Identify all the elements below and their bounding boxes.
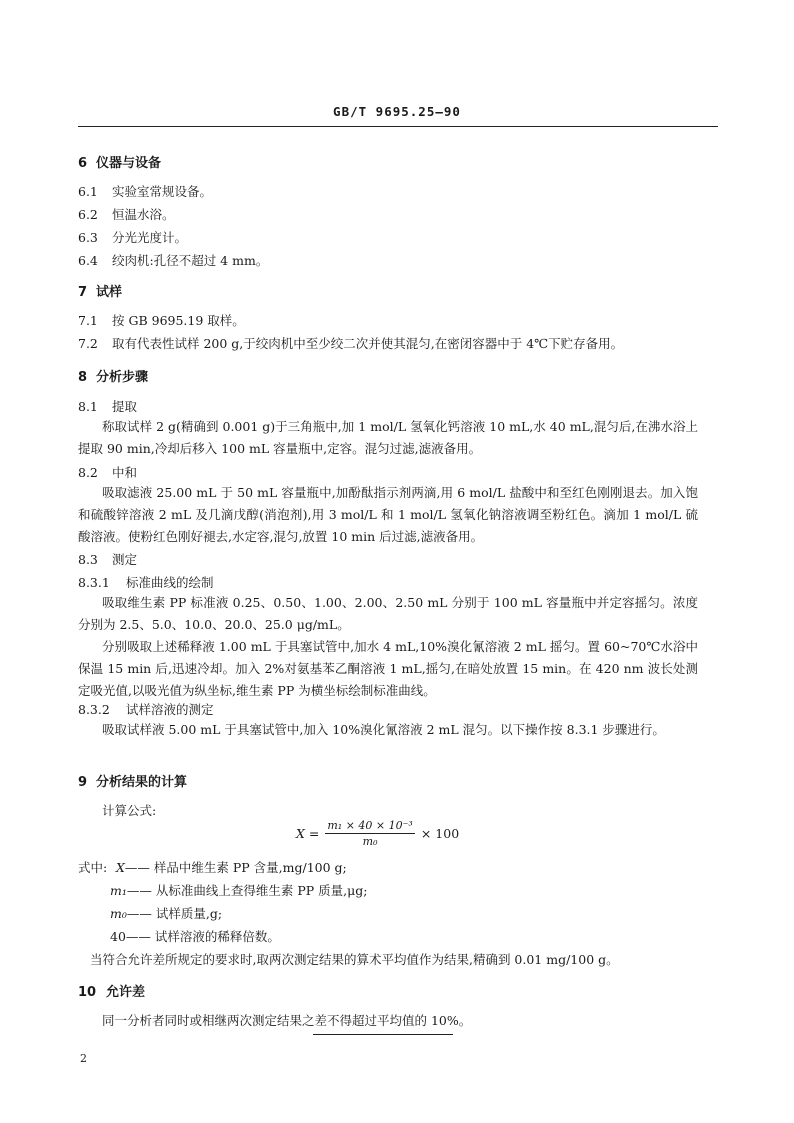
item-6-1 — [78, 182, 212, 200]
where-label: 式中: — [78, 860, 108, 875]
section-title: 允许差 — [106, 985, 146, 1000]
section-title: 试样 — [96, 285, 123, 300]
header-rule — [78, 126, 718, 127]
item-number: 8.3.2 — [78, 702, 110, 717]
item-text: 分光光度计。 — [112, 230, 188, 245]
item-number: 6.3 — [78, 230, 98, 245]
item-text: 恒温水浴。 — [112, 207, 175, 222]
item-title: 提取 — [112, 399, 138, 414]
item-title: 测定 — [112, 552, 138, 567]
section-title: 分析步骤 — [96, 370, 149, 385]
paragraph-8-1: 称取试样 2 g(精确到 0.001 g)于三角瓶中,加 1 mol/L 氢氧化钙溶液 10 mL,水 40 mL,混匀后,在沸水浴上提取 90 min,冷却后移入 100 mL 容量瓶中,定容。混匀过滤,滤液备用。 — [78, 419, 698, 456]
definition-text: —— 试样溶液的稀释倍数。 — [125, 929, 280, 944]
subsection-8-2-heading — [78, 463, 137, 481]
definition-text: —— 样品中维生素 PP 含量,mg/100 g; — [124, 860, 347, 875]
section-6-heading — [78, 152, 161, 171]
section-8-heading — [78, 366, 148, 385]
item-7-2 — [78, 334, 623, 352]
section-number: 8 — [78, 370, 88, 385]
item-number: 6.2 — [78, 207, 98, 222]
subsection-8-3-1-heading — [78, 573, 214, 591]
definition-text: —— 从标准曲线上查得维生素 PP 质量,μg; — [126, 883, 368, 898]
paragraph-8-3-1-b: 分别吸取上述稀释液 1.00 mL 于具塞试管中,加水 4 mL,10%溴化氰溶液 2 mL 摇匀。置 60~70℃水浴中保温 15 min 后,迅速冷却。加入 2%对氨基苯乙酮溶液 1 mL,摇匀,在暗处放置 15 min。在 420 nm 波长处测定吸光值,以吸光值为纵坐标,维生素 PP 为横坐标绘制标准曲线。 — [78, 639, 698, 698]
item-number: 8.2 — [78, 465, 98, 480]
paragraph-8-3-2: 吸取试样液 5.00 mL 于具塞试管中,加入 10%溴化氰溶液 2 mL 混匀。以下操作按 8.3.1 步骤进行。 — [102, 722, 665, 737]
item-number: 6.1 — [78, 184, 98, 199]
item-number: 8.3.1 — [78, 575, 110, 590]
item-title: 标准曲线的绘制 — [126, 575, 214, 590]
tolerance-text: 同一分析者同时或相继两次测定结果之差不得超过平均值的 10%。 — [102, 1013, 472, 1028]
definition-symbol: 40 — [110, 929, 126, 944]
section-title: 分析结果的计算 — [96, 775, 188, 790]
formula-intro: 计算公式: — [102, 803, 157, 818]
section-number: 6 — [78, 156, 88, 171]
end-rule — [313, 1034, 453, 1035]
item-number: 7.1 — [78, 313, 98, 328]
definition-symbol: m₀ — [110, 906, 127, 921]
section-9-heading — [78, 771, 187, 790]
calculation-formula — [296, 816, 459, 850]
definition-x — [116, 858, 347, 876]
item-6-3 — [78, 228, 187, 246]
item-text: 实验室常规设备。 — [112, 184, 213, 199]
section-number: 9 — [78, 775, 88, 790]
item-text: 绞肉机:孔径不超过 4 mm。 — [112, 253, 269, 268]
formula-numerator: m₁ × 40 × 10⁻³ — [327, 818, 413, 832]
item-6-2 — [78, 205, 175, 223]
section-title: 仪器与设备 — [96, 156, 162, 171]
definition-40 — [110, 927, 280, 945]
formula-fraction — [325, 818, 414, 849]
item-text: 按 GB 9695.19 取样。 — [112, 313, 245, 328]
formula-lhs: X = — [296, 825, 320, 841]
item-7-1 — [78, 311, 245, 329]
paragraph-8-3-1-a: 吸取维生素 PP 标准液 0.25、0.50、1.00、2.00、2.50 mL 分别于 100 mL 容量瓶中并定容摇匀。浓度分别为 2.5、5.0、10.0、20.0、25.0 μg/mL。 — [78, 595, 698, 632]
section-number: 10 — [78, 985, 97, 1000]
formula-denominator: m₀ — [362, 834, 378, 848]
paragraph-8-2: 吸取滤液 25.00 mL 于 50 mL 容量瓶中,加酚酞指示剂两滴,用 6 mol/L 盐酸中和至红色刚刚退去。加入饱和硫酸锌溶液 2 mL 及几滴戊醇(消泡剂),用 3 mol/L 和 1 mol/L 氢氧化钠溶液调至粉红色。滴加 1 mol/L 硫酸溶液。使粉红色刚好褪去,水定容,混匀,放置 10 min 后过滤,滤液备用。 — [78, 485, 698, 544]
item-6-4 — [78, 251, 268, 269]
page-number: 2 — [80, 1052, 87, 1065]
definition-text: —— 试样质量,g; — [126, 906, 223, 921]
definition-m1 — [110, 881, 367, 899]
item-number: 8.3 — [78, 552, 98, 567]
definition-symbol: X — [116, 860, 125, 875]
formula-tail: × 100 — [420, 825, 460, 841]
subsection-8-3-2-heading — [78, 700, 214, 718]
section-10-heading — [78, 981, 145, 1000]
document-header: GB/T 9695.25—90 — [333, 104, 461, 119]
item-number: 7.2 — [78, 336, 98, 351]
item-number: 8.1 — [78, 399, 98, 414]
item-title: 试样溶液的测定 — [126, 702, 214, 717]
section-7-heading — [78, 281, 122, 300]
definition-symbol: m₁ — [110, 883, 127, 898]
definition-m0 — [110, 904, 222, 922]
item-number: 6.4 — [78, 253, 98, 268]
item-title: 中和 — [112, 465, 138, 480]
result-conclusion: 当符合允许差所规定的要求时,取两次测定结果的算术平均值作为结果,精确到 0.01 mg/100 g。 — [90, 952, 619, 967]
section-number: 7 — [78, 285, 88, 300]
subsection-8-3-heading — [78, 550, 137, 568]
subsection-8-1-heading — [78, 397, 137, 415]
item-text: 取有代表性试样 200 g,于绞肉机中至少绞二次并使其混匀,在密闭容器中于 4℃下贮存备用。 — [112, 336, 624, 351]
